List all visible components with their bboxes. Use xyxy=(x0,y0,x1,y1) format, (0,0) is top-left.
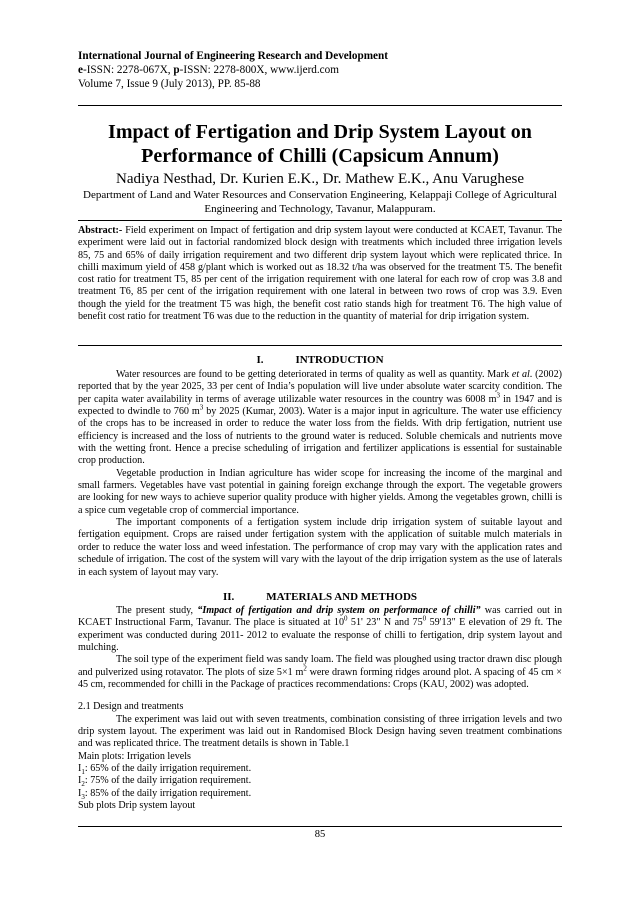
abstract-text: Field experiment on Impact of fertigation and drip system layout were conducted at KCAET, Tavanur. The experiment were laid out in factorial randomized block design with treatments which included three irrigation levels 85, 75 and 65% of daily irrigation requirement and two different drip system layout which were replicated thrice. In chilli maximum yield of 458 g/plant which is worked out as 18.32 t/ha was observed for the treatment T5. The benefit cost ratio for treatment T5, 85 per cent of the irrigation requirement with one lateral for each row of crop was 3.8 and treatment T6, 85 per cent of the irrigation requirement with one lateral in between two rows of crop was 3.9. Even though the yield for the treatment T5 was high, the benefit cost ratio stands high for treatment T6. The high value of benefit cost ratio for treatment T6 was due to the reduction in the quantity of material for drip irrigation system. xyxy=(78,225,562,323)
methods-paragraph-3: The experiment was laid out with seven treatments, combination consisting of three irrigation levels and two drip system layout. The experiment was laid out in Randomised Block Design having seven treatment combinations and was replicated thrice. The treatment details is shown in Table.1 xyxy=(78,713,562,750)
abstract xyxy=(78,225,562,323)
introduction-body xyxy=(78,369,562,579)
journal-header xyxy=(78,49,568,92)
main-plots-label: Main plots: Irrigation levels xyxy=(78,750,191,762)
footer-rule xyxy=(78,826,562,827)
title-line-2: Performance of Chilli (Capsicum Annum) xyxy=(141,145,499,167)
methods-paragraph-2: The soil type of the experiment field was sandy loam. The field was ploughed using tractor drawn disc plough and pulverized using rotavator. The plots of size 5×1 $m^2$ were drawn forming ridges around plot. A spacing of 45 cm × 45 cm, recommended for chilli in the Package of practices recommendations: Crops (KAU, 2002) was adopted. xyxy=(78,654,562,691)
title-line-1: Impact of Fertigation and Drip System Layout on xyxy=(108,121,532,143)
section-heading-introduction: I. INTRODUCTION xyxy=(256,354,384,366)
journal-name: International Journal of Engineering Research and Development xyxy=(78,50,388,62)
header-rule xyxy=(78,105,562,106)
sub-plots-label: Sub plots Drip system layout xyxy=(78,800,196,812)
irrigation-level-2: $I_2$: 75% of the daily irrigation requirement. xyxy=(78,775,252,789)
paper-title xyxy=(78,120,562,168)
irrigation-level-1: $I_1$: 65% of the daily irrigation requirement. xyxy=(78,763,252,777)
abstract-top-rule xyxy=(78,220,562,221)
irrigation-level-3: $I_3$: 85% of the daily irrigation requirement. xyxy=(78,787,252,801)
intro-paragraph-3: The important components of a fertigation system include drip irrigation system of suitable layout and fertigation equipment. Crops are raised under fertigation system with the application of suitable mulch materials in order to reduce the water loss and weed infestation. The performance of crop may vary with the application rates and schedule of irrigation. The cost of the system will vary with the layout of the drip irrigation system as the use of laterals in each system of layout may vary. xyxy=(78,517,562,578)
journal-volume: Volume 7, Issue 9 (July 2013), PP. 85-88 xyxy=(78,78,261,91)
section-heading-methods: II. MATERIALS AND METHODS xyxy=(222,591,418,603)
methods-body xyxy=(78,605,562,813)
methods-paragraph-1: The present study, “Impact of fertigation and drip system on performance of chilli” was carried out in KCAET Instructional Farm, Tavanur. The place is situated at $10^0$ 51' 23" N and $75^0$ 59'13" E elevation of 29 ft. The experiment was conducted during 2011- 2012 to evaluate the response of chilli to fertigation, drip system layout and mulching. xyxy=(78,605,563,654)
authors: Nadiya Nesthad, Dr. Kurien E.K., Dr. Mathew E.K., Anu Varughese xyxy=(116,171,524,187)
abstract-label: Abstract:- xyxy=(78,225,123,236)
intro-paragraph-2: Vegetable production in Indian agriculture has wider scope for increasing the income of the marginal and small farmers. Vegetables have vast potential in gaining foreign exchange through the export. The vegetable growers are looking for new ways to achieve superior quality produce with higher yields. Among the vegetables grown, chilli is a spice cum vegetable crop of commercial importance. xyxy=(78,467,562,516)
affiliation: Department of Land and Water Resources and Conservation Engineering, Kelappaji College of Agricultural Engineering and Technology, Tavanur, Malappuram. xyxy=(83,189,557,215)
intro-paragraph-1: Water resources are found to be getting deteriorated in terms of quality as well as quantity. Mark et al. (2002) reported that by the year 2025, 33 per cent of India’s population will live under absolute water scarcity condition. The per capita water availability in terms of average utilizable water resources in the country was 6008 $m^3$ in 1947 and is expected to dwindle to 760 $m^3$ by 2025 (Kumar, 2003). Water is a major input in agriculture. The water use efficiency of the crops has to be increased in order to reduce the water loss from the fields. With drip fertigation, nutrient use efficiency is increased and the loss of nutrients to the ground water is reduced. Soluble chemicals and nutrients move with the wetting front. Hence a precise scheduling of irrigation and fertilizer applications is essential for sustainable crop production. xyxy=(78,369,562,467)
journal-issn: e-ISSN: 2278-067X, p-ISSN: 2278-800X, www.ijerd.com xyxy=(78,64,339,77)
page-number: 85 xyxy=(314,829,326,840)
subsection-heading: 2.1 Design and treatments xyxy=(78,701,184,713)
abstract-bottom-rule xyxy=(78,345,562,346)
